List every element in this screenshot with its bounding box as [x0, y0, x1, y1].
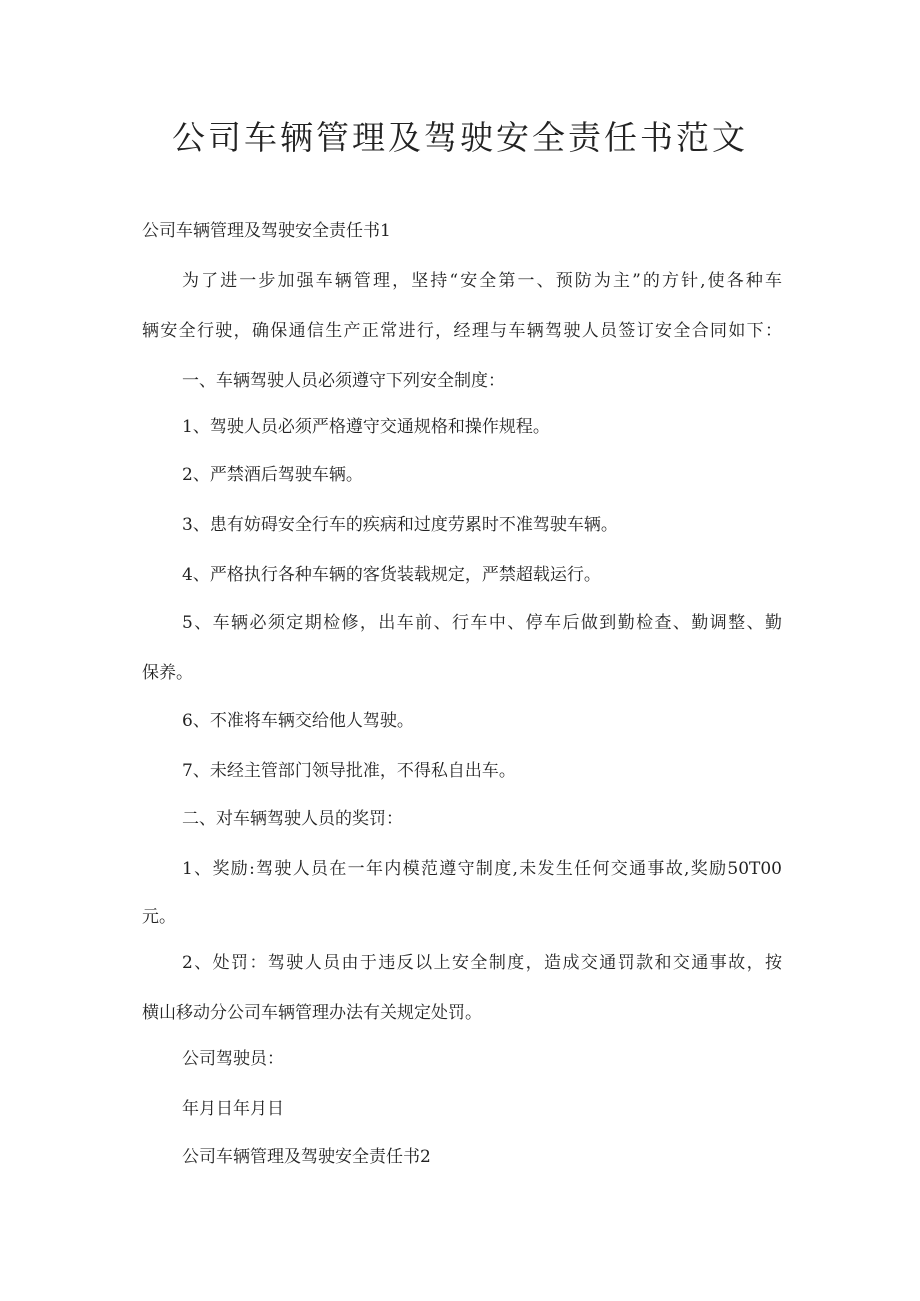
section-heading-2: 公司车辆管理及驾驶安全责任书2: [182, 1147, 431, 1167]
reward-line-2: 元。: [142, 907, 176, 927]
rule-item: 3、患有妨碍安全行车的疾病和过度劳累时不准驾驶车辆。: [182, 515, 618, 535]
intro-line-2: 辆安全行驶，确保通信生产正常进行，经理与车辆驾驶人员签订安全合同如下：: [142, 321, 782, 341]
part2-heading: 二、对车辆驾驶人员的奖罚：: [182, 809, 403, 829]
rule-item: 2、严禁酒后驾驶车辆。: [182, 465, 363, 485]
date-line: 年月日年月日: [182, 1099, 284, 1119]
signature-label: 公司驾驶员：: [182, 1049, 284, 1069]
rule-item: 5、车辆必须定期检修，出车前、行车中、停车后做到勤检查、勤调整、勤: [182, 613, 782, 633]
section-heading-1: 公司车辆管理及驾驶安全责任书1: [142, 221, 391, 241]
rule-item: 1、驾驶人员必须严格遵守交通规格和操作规程。: [182, 417, 550, 437]
rule-item: 4、严格执行各种车辆的客货装载规定，严禁超载运行。: [182, 565, 601, 585]
penalty-line-1: 2、处罚：驾驶人员由于违反以上安全制度，造成交通罚款和交通事故，按: [182, 953, 782, 973]
reward-line-1: 1、奖励:驾驶人员在一年内模范遵守制度,未发生任何交通事故,奖励50T00: [182, 859, 782, 879]
part1-heading: 一、车辆驾驶人员必须遵守下列安全制度：: [182, 371, 505, 391]
rule-item-continued: 保养。: [142, 663, 193, 683]
document-title: 公司车辆管理及驾驶安全责任书范文: [172, 118, 748, 157]
rule-item: 7、未经主管部门领导批准，不得私自出车。: [182, 761, 516, 781]
rule-item: 6、不准将车辆交给他人驾驶。: [182, 711, 414, 731]
intro-line-1: 为了进一步加强车辆管理，坚持“安全第一、预防为主”的方针,使各种车: [182, 271, 782, 291]
penalty-line-2: 横山移动分公司车辆管理办法有关规定处罚。: [142, 1003, 482, 1023]
